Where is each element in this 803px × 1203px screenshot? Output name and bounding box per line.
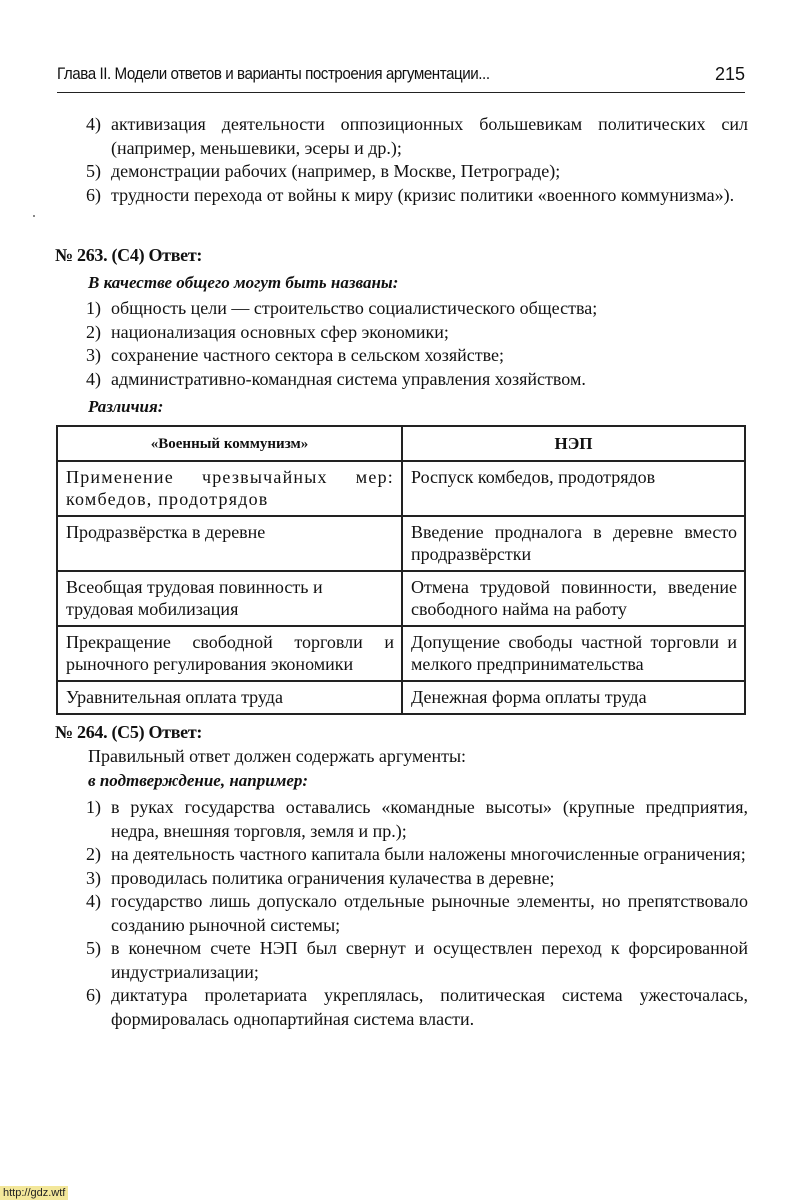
table-cell: Денежная форма оплаты труда	[402, 681, 745, 714]
table-cell: Всеобщая трудовая повинность и трудовая мобилизация	[57, 571, 402, 626]
page-number: 215	[714, 64, 745, 84]
table-cell: Введение продналога в деревне вместо продразвёрстки	[402, 516, 745, 571]
item-number: 5)	[86, 938, 101, 958]
q263-heading: № 263. (С4) Ответ:	[55, 245, 203, 265]
list-item	[86, 937, 748, 984]
list-item	[86, 867, 748, 891]
table-row	[57, 461, 745, 516]
table-cell: Прекращение свободной торговли и рыночного регулирования экономики	[57, 626, 402, 681]
item-number: 4)	[86, 891, 101, 911]
table-cell: Уравнительная оплата труда	[57, 681, 402, 714]
table-header-row	[57, 426, 745, 461]
table-cell: Продразвёрстка в деревне	[57, 516, 402, 571]
list-item	[86, 843, 748, 867]
item-number: 1)	[86, 797, 101, 817]
list-item	[86, 796, 748, 843]
list-item	[86, 184, 748, 208]
q264-heading: № 264. (С5) Ответ:	[55, 722, 203, 742]
chapter-title: Глава II. Модели ответов и варианты построения аргументации...	[57, 65, 490, 83]
list-item	[86, 297, 748, 321]
continued-list	[86, 113, 748, 207]
q264-intro: Правильный ответ должен содержать аргументы:	[88, 746, 467, 766]
q264-confirm-label: в подтверждение, например:	[88, 771, 309, 790]
q263-common-list	[86, 297, 748, 391]
list-item	[86, 890, 748, 937]
running-head	[57, 62, 745, 93]
list-item	[86, 160, 748, 184]
table-cell: Роспуск комбедов, продотрядов	[402, 461, 745, 516]
watermark-link[interactable]: http://gdz.wtf	[0, 1186, 68, 1200]
item-number: 6)	[86, 985, 101, 1005]
list-item	[86, 321, 748, 345]
item-text: сохранение частного сектора в сельском хозяйстве;	[111, 345, 505, 365]
item-text: проводилась политика ограничения кулачества в деревне;	[111, 867, 555, 888]
table-cell: Применение чрезвычайных мер: комбедов, продотрядов	[57, 461, 402, 516]
item-text: общность цели — строительство социалистического общества;	[111, 298, 598, 318]
column-header-war-communism: «Военный коммунизм»	[57, 426, 402, 461]
item-number: 6)	[86, 184, 101, 205]
table-row	[57, 516, 745, 571]
item-number: 3)	[86, 345, 101, 365]
item-text: административно-командная система управления хозяйством.	[111, 368, 586, 389]
q263-diff-label: Различия:	[88, 397, 164, 416]
list-item	[86, 344, 748, 368]
table-row	[57, 681, 745, 714]
item-text: национализация основных сфер экономики;	[111, 321, 449, 342]
item-text: на деятельность частного капитала были наложены многочисленные ограничения;	[111, 844, 746, 864]
item-number: 1)	[86, 298, 101, 318]
table-row	[57, 571, 745, 626]
list-item	[86, 368, 748, 392]
comparison-table	[56, 425, 746, 715]
item-number: 4)	[86, 114, 101, 134]
column-header-nep: НЭП	[402, 426, 745, 461]
item-text: трудности перехода от войны к миру (кризис политики «военного коммунизма»).	[111, 184, 735, 205]
list-item	[86, 113, 748, 160]
list-item	[86, 984, 748, 1031]
item-text: демонстрации рабочих (например, в Москве, Петрограде);	[111, 161, 561, 181]
item-text: в руках государства оставались «командные высоты» (крупные предприятия, недра, внешняя торговля, земля и пр.);	[111, 797, 748, 841]
item-text: в конечном счете НЭП был свернут и осуществлен переход к форсированной индустриализации;	[111, 938, 748, 982]
item-number: 5)	[86, 161, 101, 181]
scan-speck	[33, 215, 35, 217]
table-row	[57, 626, 745, 681]
item-number: 4)	[86, 368, 101, 389]
item-number: 2)	[86, 844, 101, 864]
table-cell: Допущение свободы частной торговли и мелкого предпринимательства	[402, 626, 745, 681]
item-text: государство лишь допускало отдельные рыночные элементы, но препятствовало созданию рыночной системы;	[111, 891, 748, 935]
item-text: активизация деятельности оппозиционных большевикам политических сил (например, меньшевики, эсеры и др.);	[111, 114, 748, 158]
item-text: диктатура пролетариата укреплялась, политическая система ужесточалась, формировалась однопартийная система власти.	[111, 985, 748, 1029]
q264-list	[86, 796, 748, 1031]
item-number: 2)	[86, 321, 101, 342]
table-cell: Отмена трудовой повинности, введение свободного найма на работу	[402, 571, 745, 626]
item-number: 3)	[86, 867, 101, 888]
q263-common-label: В качестве общего могут быть названы:	[88, 273, 399, 292]
